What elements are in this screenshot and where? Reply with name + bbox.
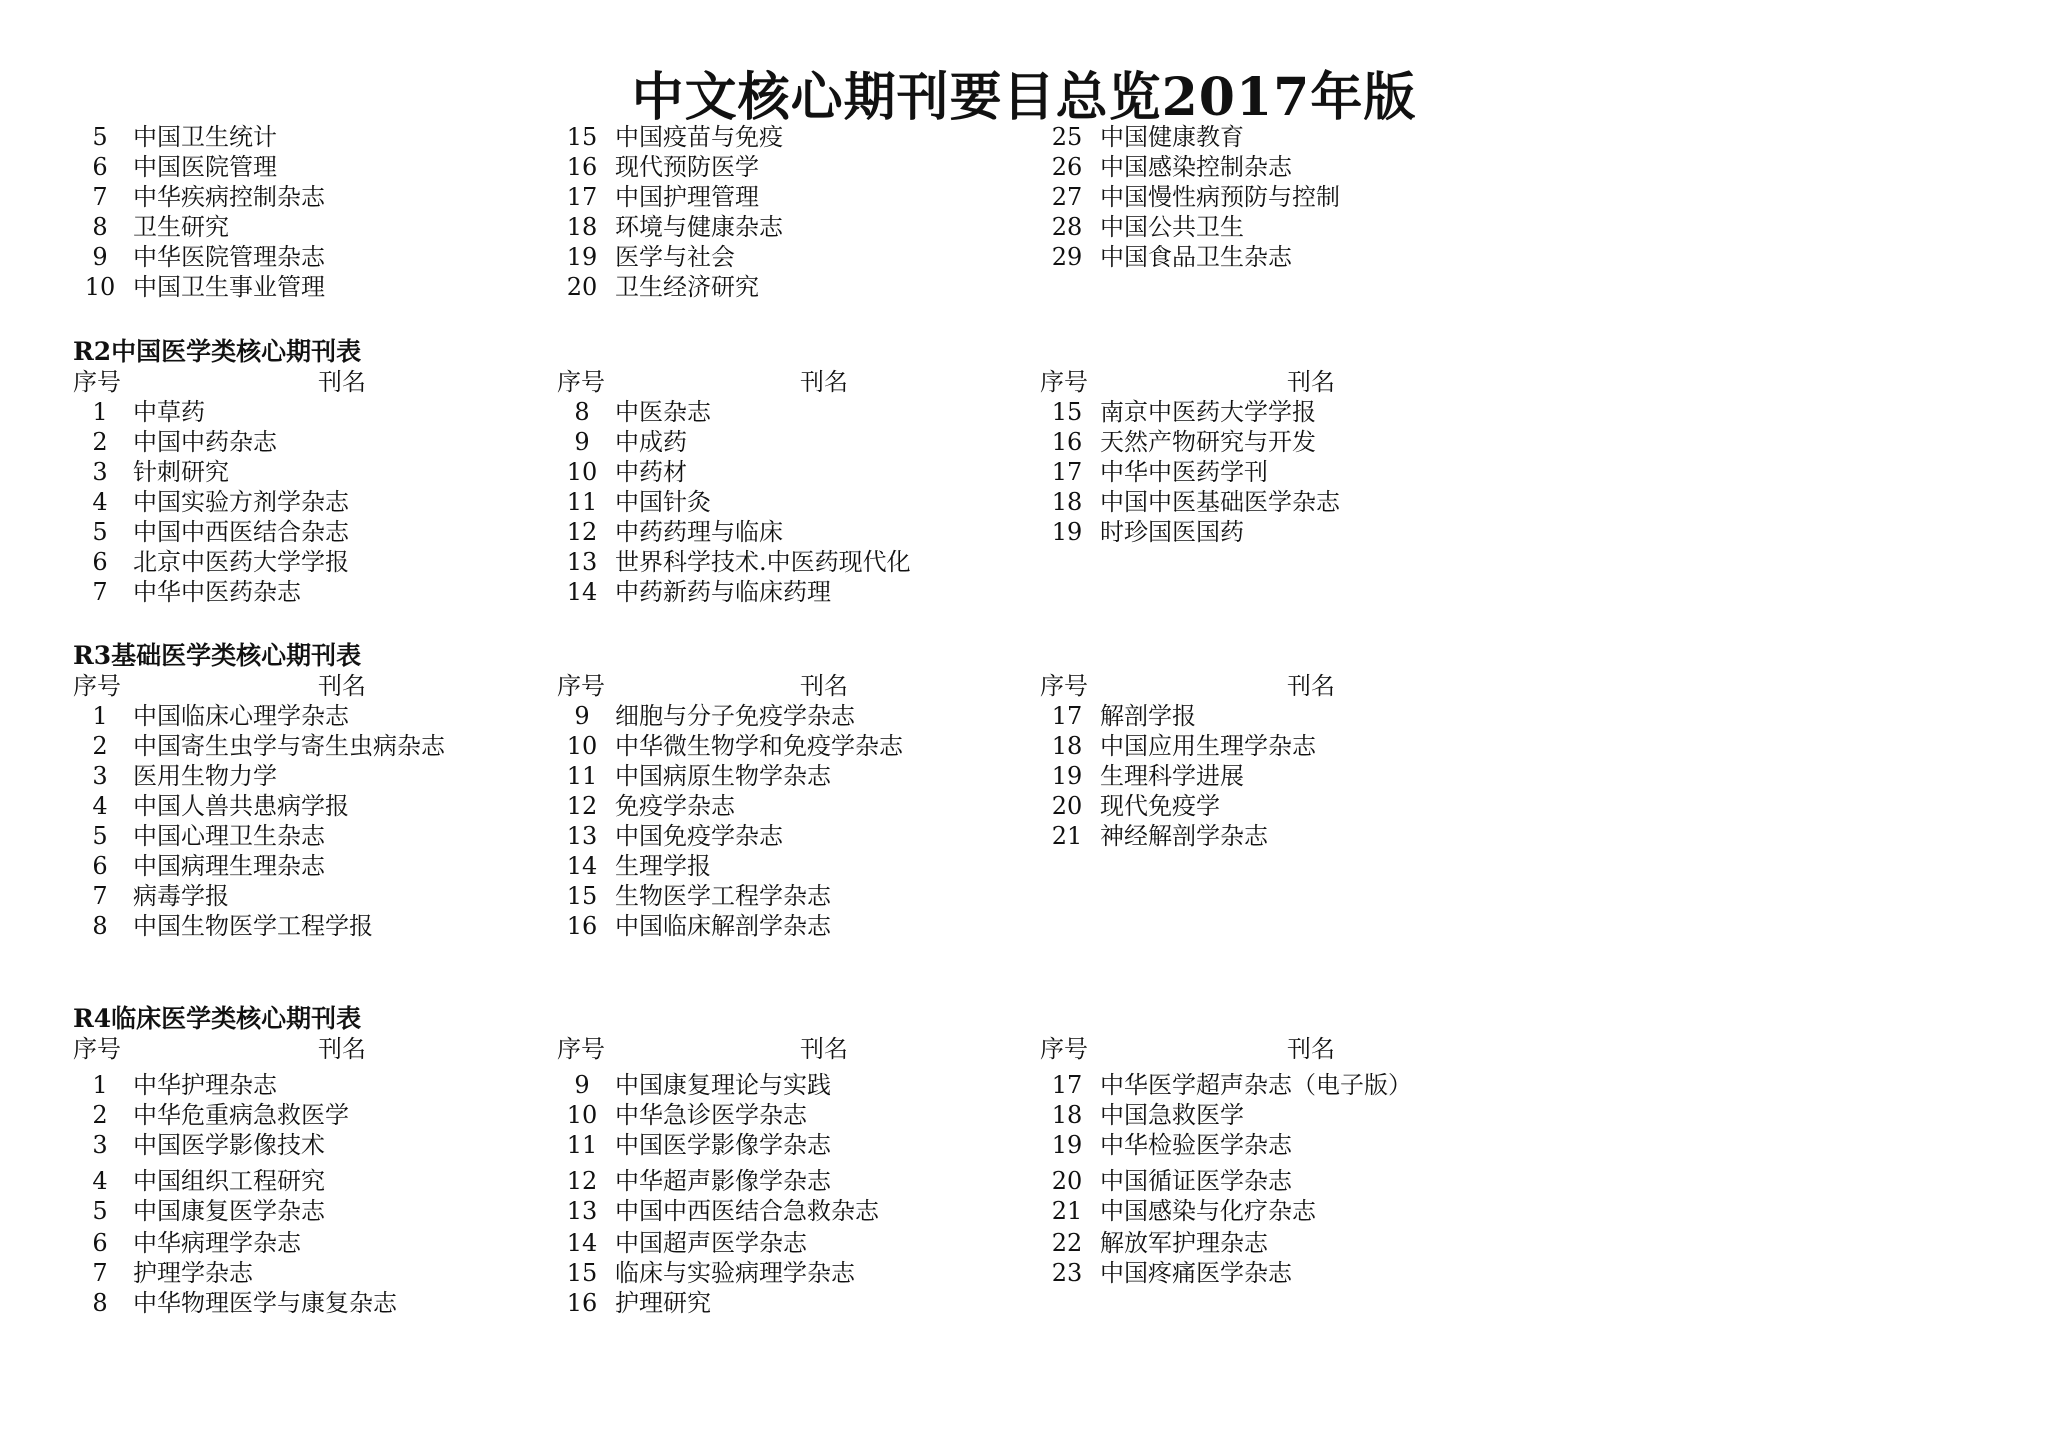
journal-name: 中华急诊医学杂志 — [615, 1101, 807, 1129]
list-item — [552, 1070, 831, 1100]
journal-name: 中华护理杂志 — [133, 1071, 277, 1099]
list-item — [552, 517, 783, 547]
column-header-number: 序号 — [73, 368, 121, 396]
item-number: 15 — [1051, 398, 1083, 426]
list-item — [70, 1100, 349, 1130]
journal-name: 南京中医药大学学报 — [1100, 398, 1316, 426]
item-number: 23 — [1051, 1259, 1083, 1287]
list-item — [70, 457, 229, 487]
list-item — [1037, 761, 1244, 791]
item-number: 8 — [574, 398, 590, 426]
journal-name: 中华检验医学杂志 — [1100, 1131, 1292, 1159]
list-item — [70, 1070, 277, 1100]
item-number: 5 — [92, 1197, 108, 1225]
journal-name: 中国卫生事业管理 — [133, 273, 325, 301]
journal-name: 生理学报 — [615, 852, 711, 880]
journal-name: 现代预防医学 — [615, 153, 759, 181]
journal-name: 中国免疫学杂志 — [615, 822, 783, 850]
item-number: 7 — [92, 882, 108, 910]
item-number: 3 — [92, 458, 108, 486]
list-item — [1037, 182, 1340, 212]
journal-name: 针刺研究 — [133, 458, 229, 486]
item-number: 4 — [92, 1167, 108, 1195]
journal-name: 中国疼痛医学杂志 — [1100, 1259, 1292, 1287]
item-number: 9 — [92, 243, 108, 271]
journal-name: 中华医院管理杂志 — [133, 243, 325, 271]
item-number: 14 — [566, 1229, 598, 1257]
journal-name: 中国病理生理杂志 — [133, 852, 325, 880]
column-header-number: 序号 — [557, 672, 605, 700]
journal-name: 解剖学报 — [1100, 702, 1196, 730]
journal-name: 中国实验方剂学杂志 — [133, 488, 349, 516]
journal-name: 中国组织工程研究 — [133, 1167, 325, 1195]
item-number: 19 — [1051, 1131, 1083, 1159]
list-item — [70, 911, 373, 941]
list-item — [1037, 427, 1316, 457]
column-header-name: 刊名 — [800, 1035, 848, 1063]
item-number: 15 — [566, 882, 598, 910]
journal-name: 中国护理管理 — [615, 183, 759, 211]
item-number: 9 — [574, 1071, 590, 1099]
list-item — [1037, 731, 1316, 761]
item-number: 19 — [566, 243, 598, 271]
journal-name: 北京中医药大学学报 — [133, 548, 349, 576]
journal-name: 中国中医基础医学杂志 — [1100, 488, 1340, 516]
journal-name: 中国应用生理学杂志 — [1100, 732, 1316, 760]
list-item — [70, 881, 229, 911]
list-item — [1037, 1228, 1268, 1258]
journal-name: 护理学杂志 — [133, 1259, 253, 1287]
journal-name: 中华危重病急救医学 — [133, 1101, 349, 1129]
list-item — [552, 272, 759, 302]
item-number: 1 — [92, 398, 108, 426]
column-header-number: 序号 — [557, 368, 605, 396]
item-number: 29 — [1051, 243, 1083, 271]
item-number: 15 — [566, 1259, 598, 1287]
item-number: 18 — [1051, 732, 1083, 760]
item-number: 16 — [1051, 428, 1083, 456]
list-item — [70, 182, 325, 212]
page-title: 中文核心期刊要目总览2017年版 — [631, 67, 1417, 128]
item-number: 20 — [1051, 1167, 1083, 1195]
list-item — [1037, 242, 1292, 272]
journal-name: 中国中西医结合杂志 — [133, 518, 349, 546]
journal-name: 中草药 — [133, 398, 205, 426]
list-item — [70, 122, 277, 152]
item-number: 21 — [1051, 822, 1083, 850]
item-number: 13 — [566, 1197, 598, 1225]
journal-name: 中国健康教育 — [1100, 123, 1244, 151]
item-number: 16 — [566, 912, 598, 940]
list-item — [70, 517, 349, 547]
list-item — [70, 242, 325, 272]
list-item — [70, 701, 349, 731]
item-number: 16 — [566, 1289, 598, 1317]
journal-name: 中华物理医学与康复杂志 — [133, 1289, 397, 1317]
journal-name: 中华疾病控制杂志 — [133, 183, 325, 211]
journal-name: 中国卫生统计 — [133, 123, 277, 151]
list-item — [552, 701, 855, 731]
item-number: 18 — [566, 213, 598, 241]
journal-name: 环境与健康杂志 — [615, 213, 783, 241]
item-number: 14 — [566, 578, 598, 606]
list-item — [552, 152, 759, 182]
item-number: 10 — [566, 732, 598, 760]
journal-name: 中国医院管理 — [133, 153, 277, 181]
journal-name: 医学与社会 — [615, 243, 735, 271]
list-item — [1037, 1130, 1292, 1160]
item-number: 3 — [92, 762, 108, 790]
journal-name: 生理科学进展 — [1100, 762, 1244, 790]
journal-name: 神经解剖学杂志 — [1100, 822, 1268, 850]
list-item — [1037, 791, 1220, 821]
journal-name: 中国感染控制杂志 — [1100, 153, 1292, 181]
list-item — [70, 1228, 301, 1258]
item-number: 27 — [1051, 183, 1083, 211]
item-number: 4 — [92, 488, 108, 516]
item-number: 3 — [92, 1131, 108, 1159]
journal-name: 解放军护理杂志 — [1100, 1229, 1268, 1257]
journal-name: 细胞与分子免疫学杂志 — [615, 702, 855, 730]
list-item — [70, 851, 325, 881]
item-number: 1 — [92, 1071, 108, 1099]
journal-name: 护理研究 — [615, 1289, 711, 1317]
column-header-name: 刊名 — [318, 1035, 366, 1063]
list-item — [1037, 1166, 1292, 1196]
item-number: 5 — [92, 518, 108, 546]
journal-name: 中国康复理论与实践 — [615, 1071, 831, 1099]
journal-name: 中国医学影像学杂志 — [615, 1131, 831, 1159]
column-header-number: 序号 — [73, 672, 121, 700]
column-header-name: 刊名 — [800, 368, 848, 396]
column-header-name: 刊名 — [1287, 1035, 1335, 1063]
item-number: 8 — [92, 912, 108, 940]
list-item — [552, 1228, 807, 1258]
journal-name: 中国临床心理学杂志 — [133, 702, 349, 730]
list-item — [70, 821, 325, 851]
journal-name: 世界科学技术.中医药现代化 — [615, 548, 911, 576]
item-number: 4 — [92, 792, 108, 820]
column-header-number: 序号 — [1040, 1035, 1088, 1063]
journal-name: 中华微生物学和免疫学杂志 — [615, 732, 903, 760]
item-number: 5 — [92, 822, 108, 850]
list-item — [70, 272, 325, 302]
journal-name: 卫生经济研究 — [615, 273, 759, 301]
column-header-name: 刊名 — [1287, 368, 1335, 396]
item-number: 17 — [566, 183, 598, 211]
item-number: 9 — [574, 702, 590, 730]
item-number: 5 — [92, 123, 108, 151]
list-item — [1037, 1070, 1412, 1100]
list-item — [1037, 701, 1196, 731]
list-item — [1037, 152, 1292, 182]
journal-name: 中华中医药杂志 — [133, 578, 301, 606]
item-number: 13 — [566, 548, 598, 576]
list-item — [552, 212, 783, 242]
item-number: 7 — [92, 183, 108, 211]
journal-name: 中国疫苗与免疫 — [615, 123, 783, 151]
item-number: 7 — [92, 1259, 108, 1287]
item-number: 16 — [566, 153, 598, 181]
list-item — [70, 1196, 325, 1226]
item-number: 18 — [1051, 488, 1083, 516]
journal-name: 中国针灸 — [615, 488, 711, 516]
journal-name: 中国中西医结合急救杂志 — [615, 1197, 879, 1225]
item-number: 19 — [1051, 518, 1083, 546]
list-item — [1037, 517, 1244, 547]
list-item — [552, 577, 831, 607]
list-item — [552, 1258, 855, 1288]
journal-name: 中成药 — [615, 428, 687, 456]
journal-name: 临床与实验病理学杂志 — [615, 1259, 855, 1287]
list-item — [1037, 821, 1268, 851]
list-item — [552, 182, 759, 212]
item-number: 8 — [92, 1289, 108, 1317]
list-item — [70, 1130, 325, 1160]
item-number: 10 — [566, 458, 598, 486]
list-item — [552, 397, 711, 427]
journal-name: 中药新药与临床药理 — [615, 578, 831, 606]
list-item — [552, 122, 783, 152]
journal-name: 中国中药杂志 — [133, 428, 277, 456]
column-header-name: 刊名 — [318, 672, 366, 700]
item-number: 25 — [1051, 123, 1083, 151]
item-number: 10 — [84, 273, 116, 301]
journal-name: 生物医学工程学杂志 — [615, 882, 831, 910]
list-item — [552, 1130, 831, 1160]
list-item — [552, 881, 831, 911]
list-item — [70, 397, 205, 427]
item-number: 2 — [92, 732, 108, 760]
item-number: 21 — [1051, 1197, 1083, 1225]
column-header-number: 序号 — [73, 1035, 121, 1063]
list-item — [552, 547, 911, 577]
journal-name: 中国生物医学工程学报 — [133, 912, 373, 940]
item-number: 6 — [92, 548, 108, 576]
item-number: 18 — [1051, 1101, 1083, 1129]
journal-name: 中药材 — [615, 458, 687, 486]
journal-name: 中国急救医学 — [1100, 1101, 1244, 1129]
list-item — [70, 731, 445, 761]
list-item — [70, 152, 277, 182]
journal-name: 医用生物力学 — [133, 762, 277, 790]
journal-name: 中国人兽共患病学报 — [133, 792, 349, 820]
section-heading: R3基础医学类核心期刊表 — [73, 641, 362, 670]
item-number: 28 — [1051, 213, 1083, 241]
journal-name: 中国医学影像技术 — [133, 1131, 325, 1159]
item-number: 19 — [1051, 762, 1083, 790]
item-number: 17 — [1051, 1071, 1083, 1099]
journal-name: 中国临床解剖学杂志 — [615, 912, 831, 940]
item-number: 13 — [566, 822, 598, 850]
item-number: 12 — [566, 792, 598, 820]
list-item — [1037, 457, 1268, 487]
journal-name: 病毒学报 — [133, 882, 229, 910]
item-number: 20 — [566, 273, 598, 301]
list-item — [552, 731, 903, 761]
item-number: 17 — [1051, 458, 1083, 486]
journal-name: 中药药理与临床 — [615, 518, 783, 546]
list-item — [1037, 212, 1244, 242]
journal-name: 中医杂志 — [615, 398, 711, 426]
journal-name: 中华医学超声杂志（电子版） — [1100, 1071, 1412, 1099]
item-number: 8 — [92, 213, 108, 241]
item-number: 6 — [92, 852, 108, 880]
list-item — [70, 427, 277, 457]
item-number: 22 — [1051, 1229, 1083, 1257]
list-item — [552, 427, 687, 457]
list-item — [70, 487, 349, 517]
item-number: 1 — [92, 702, 108, 730]
list-item — [70, 791, 349, 821]
list-item — [552, 791, 735, 821]
list-item — [1037, 397, 1316, 427]
list-item — [1037, 1100, 1244, 1130]
item-number: 2 — [92, 428, 108, 456]
list-item — [70, 761, 277, 791]
column-header-name: 刊名 — [1287, 672, 1335, 700]
journal-name: 中国超声医学杂志 — [615, 1229, 807, 1257]
list-item — [552, 761, 831, 791]
item-number: 10 — [566, 1101, 598, 1129]
journal-name: 时珍国医国药 — [1100, 518, 1244, 546]
item-number: 9 — [574, 428, 590, 456]
journal-name: 中华超声影像学杂志 — [615, 1167, 831, 1195]
list-item — [1037, 1258, 1292, 1288]
list-item — [552, 1288, 711, 1318]
journal-name: 中国感染与化疗杂志 — [1100, 1197, 1316, 1225]
column-header-number: 序号 — [557, 1035, 605, 1063]
journal-name: 中国病原生物学杂志 — [615, 762, 831, 790]
item-number: 26 — [1051, 153, 1083, 181]
journal-name: 中国食品卫生杂志 — [1100, 243, 1292, 271]
item-number: 6 — [92, 1229, 108, 1257]
column-header-name: 刊名 — [800, 672, 848, 700]
item-number: 2 — [92, 1101, 108, 1129]
list-item — [552, 851, 711, 881]
journal-name: 现代免疫学 — [1100, 792, 1220, 820]
item-number: 11 — [566, 1131, 598, 1159]
section-heading: R4临床医学类核心期刊表 — [73, 1004, 362, 1033]
journal-name: 免疫学杂志 — [615, 792, 735, 820]
item-number: 17 — [1051, 702, 1083, 730]
list-item — [552, 821, 783, 851]
list-item — [552, 1100, 807, 1130]
item-number: 11 — [566, 488, 598, 516]
section-heading: R2中国医学类核心期刊表 — [73, 337, 362, 366]
item-number: 12 — [566, 518, 598, 546]
list-item — [1037, 487, 1340, 517]
journal-name: 卫生研究 — [133, 213, 229, 241]
item-number: 11 — [566, 762, 598, 790]
item-number: 6 — [92, 153, 108, 181]
list-item — [552, 1196, 879, 1226]
journal-name: 天然产物研究与开发 — [1100, 428, 1316, 456]
journal-name: 中国循证医学杂志 — [1100, 1167, 1292, 1195]
column-header-name: 刊名 — [318, 368, 366, 396]
list-item — [70, 212, 229, 242]
list-item — [70, 1258, 253, 1288]
list-item — [1037, 122, 1244, 152]
item-number: 20 — [1051, 792, 1083, 820]
list-item — [1037, 1196, 1316, 1226]
journal-name: 中国心理卫生杂志 — [133, 822, 325, 850]
journal-name: 中国慢性病预防与控制 — [1100, 183, 1340, 211]
journal-name: 中国康复医学杂志 — [133, 1197, 325, 1225]
list-item — [552, 242, 735, 272]
item-number: 12 — [566, 1167, 598, 1195]
column-header-number: 序号 — [1040, 368, 1088, 396]
list-item — [70, 547, 349, 577]
list-item — [552, 457, 687, 487]
journal-name: 中华病理学杂志 — [133, 1229, 301, 1257]
list-item — [70, 577, 301, 607]
item-number: 15 — [566, 123, 598, 151]
item-number: 14 — [566, 852, 598, 880]
column-header-number: 序号 — [1040, 672, 1088, 700]
item-number: 7 — [92, 578, 108, 606]
list-item — [70, 1166, 325, 1196]
list-item — [70, 1288, 397, 1318]
list-item — [552, 487, 711, 517]
journal-name: 中国寄生虫学与寄生虫病杂志 — [133, 732, 445, 760]
journal-name: 中国公共卫生 — [1100, 213, 1244, 241]
list-item — [552, 1166, 831, 1196]
journal-name: 中华中医药学刊 — [1100, 458, 1268, 486]
list-item — [552, 911, 831, 941]
